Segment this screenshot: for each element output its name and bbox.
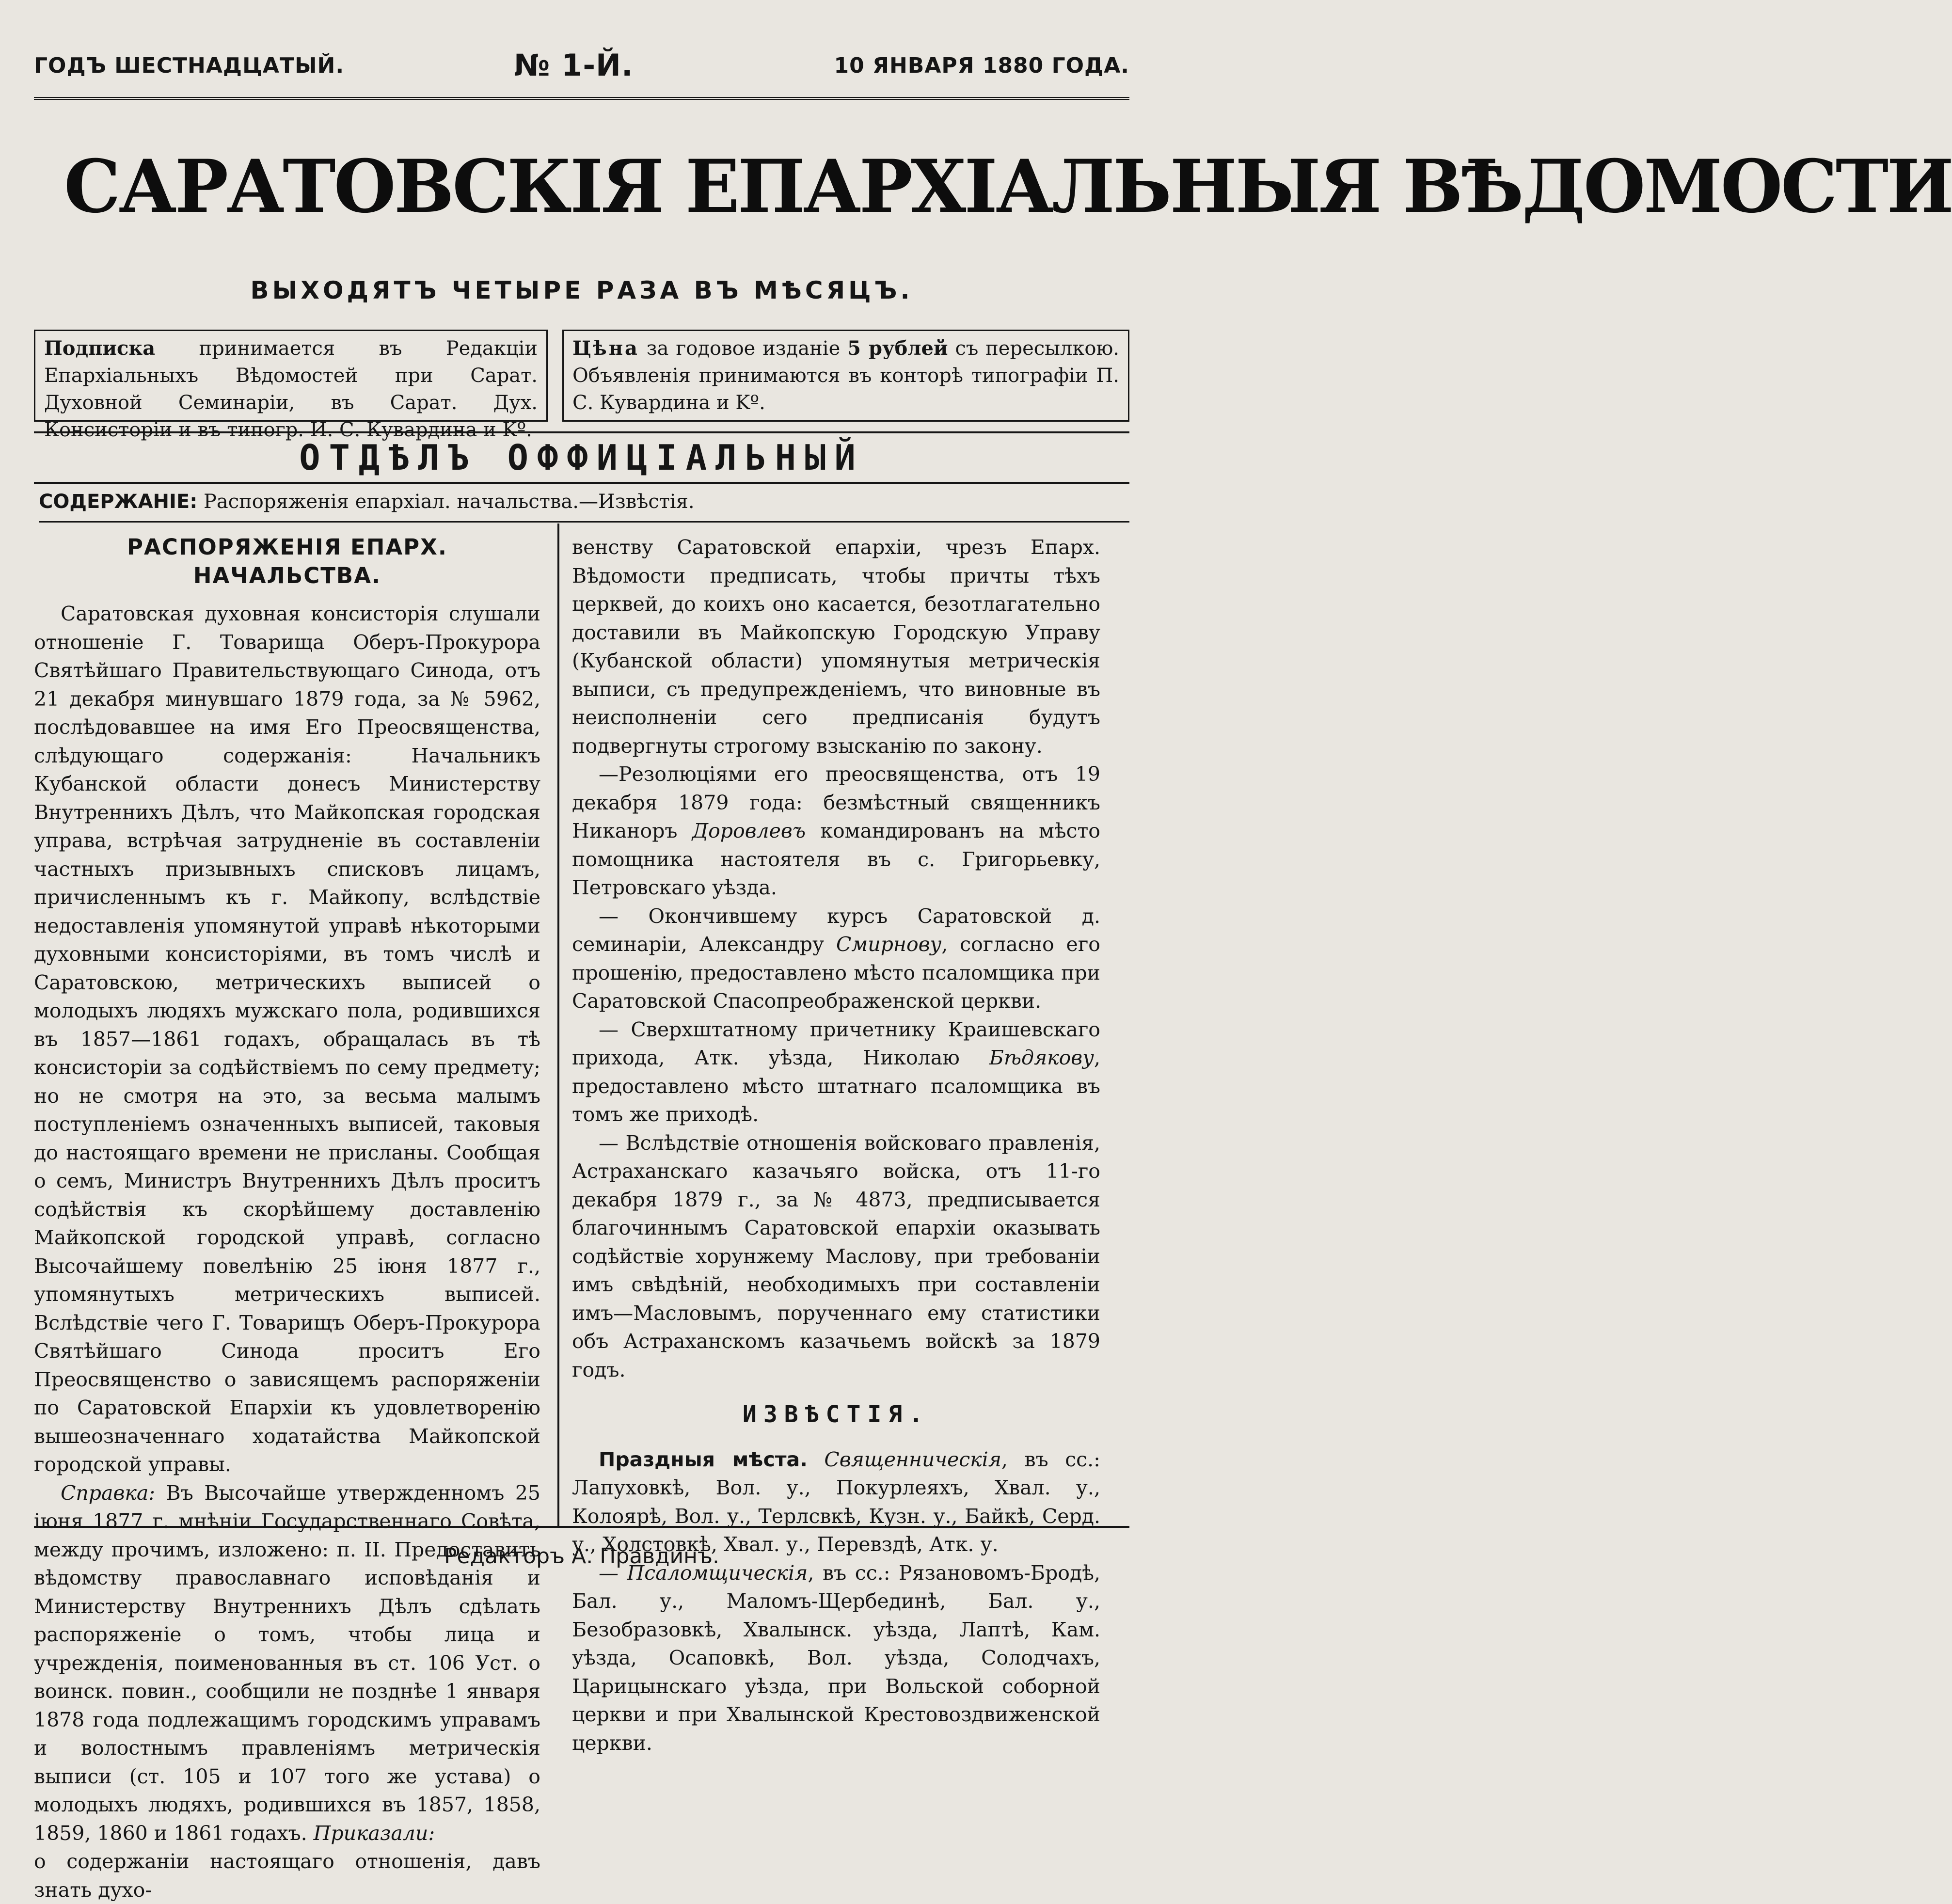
price-amount: 5 рублей (847, 337, 948, 360)
graduate-text-b: , согласно его прошенію, предоставлено мѣсто псаломщика при Саратовской Спасопреображенской церкви. (572, 933, 1100, 1013)
psalmist-vacancies-list: , въ сс.: Рязановомъ-Бродѣ, Бал. у., Маломъ-Щербединѣ, Бал. у., Безобразовкѣ, Хвалынск. уѣзда, Лаптѣ, Кам. уѣзда, Осаповкѣ, Вол. уѣзда, Солодчахъ, Царицынскаго уѣзда, при Вольской соборной церкви и при Хвалынской Крестовоздвиженской церкви. (572, 1561, 1100, 1755)
person-name-3: Бѣдякову (989, 1046, 1094, 1069)
issue-date: 10 ЯНВАРЯ 1880 ГОДА. (834, 53, 1129, 78)
resolution-text-b: командированъ на мѣсто помощника настоятеля въ с. Григорьевку, Петровскаго уѣзда. (572, 819, 1100, 899)
vacancies-paragraph-1 (572, 1445, 1100, 1559)
person-name-2: Смирнову (836, 933, 942, 956)
right-paragraph-3 (572, 902, 1100, 1015)
ordered-label: Приказали: (313, 1821, 435, 1845)
column-divider (557, 524, 559, 1527)
left-paragraph-end: о содержаніи настоящаго отношенія, давъ знать духо- (34, 1850, 540, 1902)
priest-vacancies-list: , въ сс.: Лапуховкѣ, Вол. у., Покурлеяхъ, Хвал. у., Колоярѣ, Вол. у., Терлсвкѣ, Кузн. у., Байкѣ, Серд. у., Холстовкѣ, Хвал. у., Перевздѣ, Атк. у. (572, 1447, 1100, 1556)
editor-line: Редакторъ А. Правдинъ. (444, 1544, 719, 1569)
reference-text: Въ Высочайше утвержденномъ 25 іюня 1877 г. мнѣніи Государственнаго Совѣта, между прочимъ, изложено: п. II. Предоставить вѣдомству православнаго исповѣданія и Министерству Внутреннихъ Дѣлъ сдѣлать распоряженіе о томъ, чтобы лица и учрежденія, поименованныя въ ст. 106 Уст. о воинск. повин., сообщили не позднѣе 1 января 1878 года подлежащимъ городскимъ управамъ и волостнымъ правленіямъ метрическія выписи (ст. 105 и 107 того же устава) о молодыхъ людяхъ, родившихся въ 1857, 1858, 1859, 1860 и 1861 годахъ. (34, 1481, 540, 1845)
person-name-1: Доровлевъ (692, 819, 806, 842)
right-column (572, 533, 1100, 1757)
contents-text: Распоряженія епархіал. начальства.—Извѣстія. (203, 491, 695, 513)
frequency-subtitle: ВЫХОДЯТЪ ЧЕТЫРЕ РАЗА ВЪ МѢСЯЦЪ. (250, 276, 913, 304)
priest-vacancies-label: Священническія (824, 1447, 1001, 1471)
graduate-text-a: — Окончившему курсъ Саратовской д. семинаріи, Александру (572, 904, 1100, 956)
issue-number: № 1-Й. (514, 48, 634, 83)
section-title: ОТДѢЛЪ ОФФИЦІАЛЬНЫЙ (34, 431, 1129, 484)
orders-heading: РАСПОРЯЖЕНІЯ ЕПАРХ. НАЧАЛЬСТВА. (127, 534, 447, 588)
vacancies-paragraph-2 (572, 1559, 1100, 1758)
reference-label: Справка: (61, 1481, 156, 1505)
subscription-box (34, 330, 548, 441)
vacancies-label: Праздныя мѣста. (599, 1447, 808, 1471)
subscription-label: Подписка (44, 337, 156, 360)
right-paragraph-4 (572, 1015, 1100, 1129)
masthead-rule (34, 97, 1129, 100)
right-paragraph-2 (572, 760, 1100, 902)
price-box (562, 330, 1129, 422)
contents-line (39, 487, 1129, 523)
left-paragraph-1: Саратовская духовная консисторія слушали отношеніе Г. Товарища Оберъ-Прокурора Святѣйшаго Правительствующаго Синода, отъ 21 декабря минувшаго 1879 года, за № 5962, послѣдовавшее на имя Его Преосвященства, слѣдующаго содержанія: Начальникъ Кубанской области донесъ Министерству Внутреннихъ Дѣлъ, что Майкопская городская управа, встрѣчая затрудненіе въ составленіи частныхъ призывныхъ списковъ лицамъ, причисленнымъ къ г. Майкопу, вслѣдствіе недоставленія упомянутой управѣ нѣкоторыми духовными консисторіями, въ томъ числѣ и Саратовскою, метрическихъ выписей о молодыхъ людяхъ мужскаго пола, родившихся въ 1857—1861 годахъ, обращалась въ тѣ консисторіи за содѣйствіемъ по сему предмету; но не смотря на это, за весьма малымъ поступленіемъ означенныхъ выписей, таковыя до настоящаго времени не присланы. Сообщая о семъ, Министръ Внутреннихъ Дѣлъ проситъ содѣйствія къ скорѣйшему доставленію Майкопской городской управѣ, согласно Высочайшему повелѣнію 25 іюня 1877 г., упомянутыхъ метрическихъ выписей. Вслѣдствіе чего Г. Товарищъ Оберъ-Прокурора Святѣйшаго Синода проситъ Его Преосвященство о зависящемъ распоряженіи по Саратовской Епархіи къ удовлетворенію вышеозначеннаго ходатайства Майкопской городской управы. (34, 602, 540, 1476)
contents-label: СОДЕРЖАНІЕ: (39, 491, 198, 513)
left-paragraph-2 (34, 1479, 540, 1848)
clerk-text-a: — Сверхштатному причетнику Краишевскаго прихода, Атк. уѣзда, Николаю (572, 1017, 1100, 1069)
right-paragraph-5: — Вслѣдствіе отношенія войсковаго правленія, Астраханскаго казачьяго войска, отъ 11-го декабря 1879 г., за № 4873, предписывается благочиннымъ Саратовской епархіи оказывать содѣйствіе хорунжему Маслову, при требованіи имъ свѣдѣній, необходимыхъ при составленіи имъ—Масловымъ, порученнаго ему статистики объ Астраханскомъ казачьемъ войскѣ за 1879 годъ. (572, 1131, 1100, 1381)
resolution-text-a: —Резолюціями его преосвященства, отъ 19 декабря 1879 года: безмѣстный священникъ Никаноръ (572, 762, 1100, 842)
clerk-text-b: , предоставлено мѣсто штатнаго псаломщика въ томъ же приходѣ. (572, 1046, 1100, 1126)
year-label: ГОДЪ ШЕСТНАДЦАТЫЙ. (34, 53, 345, 78)
price-text-1: за годовое изданіе (646, 337, 841, 360)
news-heading: ИЗВѢСТІЯ. (742, 1401, 930, 1428)
newspaper-title: САРАТОВСКІЯ ЕПАРХІАЛЬНЫЯ ВѢДОМОСТИ (63, 144, 1952, 229)
left-column (34, 533, 540, 1904)
footer-rule (34, 1526, 1129, 1528)
price-label: Цѣна (572, 337, 639, 360)
price-text-2: съ пересылкою. Объявленія принимаются въ конторѣ типографіи П. С. Кувардина и Kº. (572, 337, 1120, 414)
psalmist-vacancies-label: — Псаломщическія (599, 1561, 808, 1585)
right-paragraph-1: венству Саратовской епархіи, чрезъ Епарх. Вѣдомости предписать, чтобы причты тѣхъ церквей, до коихъ оно касается, безотлагательно доставили въ Майкопскую Городскую Управу (Кубанской области) упомянутыя метрическія выписи, съ предупрежденіемъ, что виновные въ неисполненіи сего предписанія будутъ подвергнуты строгому взысканію по закону. (572, 536, 1100, 758)
subscription-text: принимается въ Редакціи Епархіальныхъ Вѣдомостей при Сарат. Духовной Семинаріи, въ Сарат. Дух. Консисторіи и въ типогр. И. С. Кувардина и Kº. (44, 337, 538, 441)
